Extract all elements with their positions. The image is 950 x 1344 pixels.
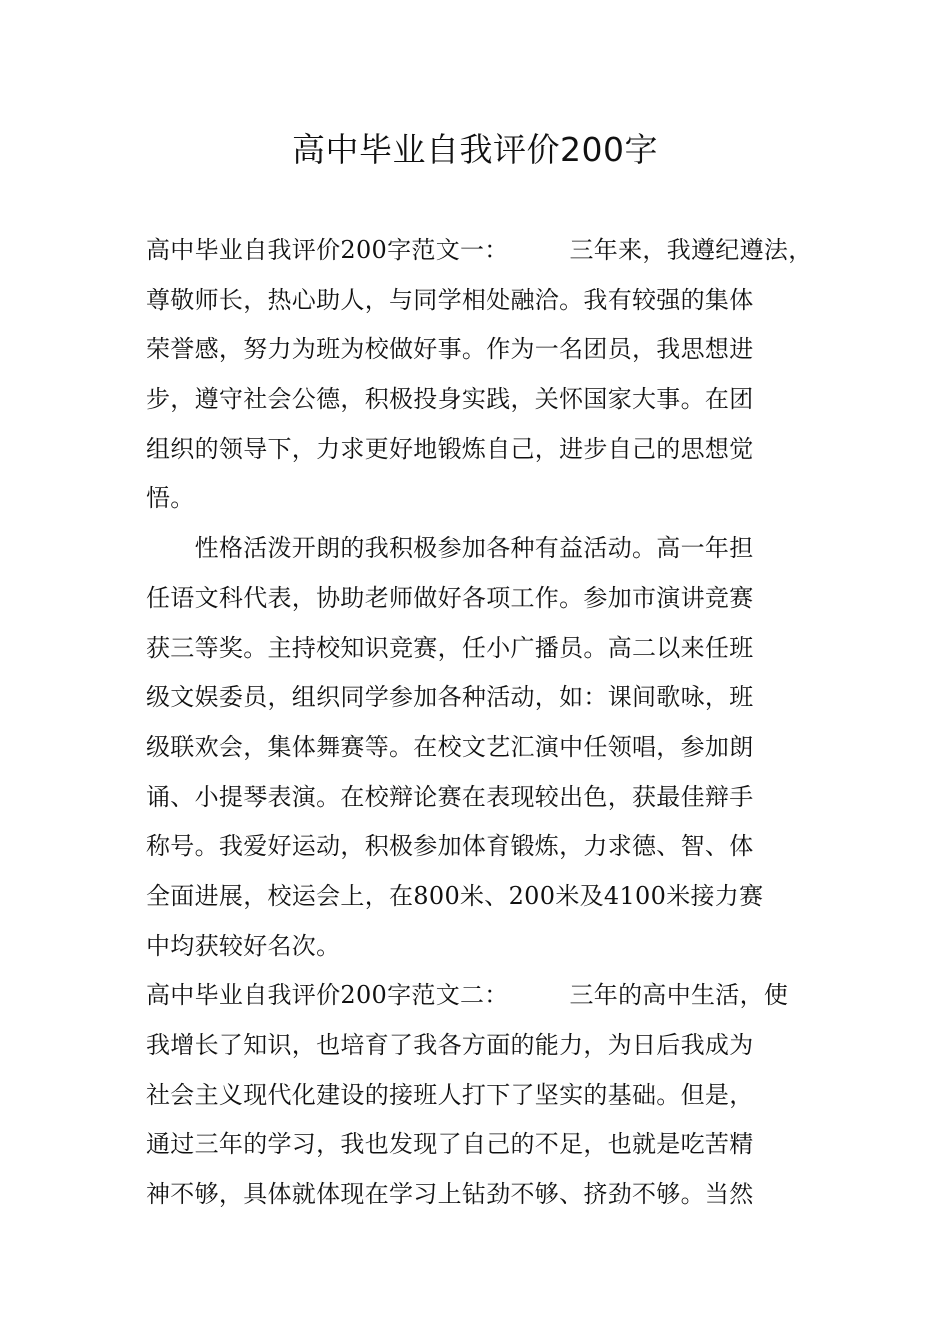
text-line: 级文娱委员，组织同学参加各种活动，如：课间歌咏，班 — [146, 683, 754, 712]
text-line: 神不够，具体就体现在学习上钻劲不够、挤劲不够。当然 — [146, 1180, 754, 1209]
text-line: 通过三年的学习，我也发现了自己的不足，也就是吃苦精 — [146, 1130, 754, 1159]
text-line: 诵、小提琴表演。在校辩论赛在表现较出色，获最佳辩手 — [146, 782, 754, 811]
text-line: 称号。我爱好运动，积极参加体育锻炼，力求德、智、体 — [146, 832, 754, 861]
text-line: 任语文科代表，协助老师做好各项工作。参加市演讲竞赛 — [146, 583, 754, 612]
text-line: 高中毕业自我评价200字范文一： 三年来，我遵纪遵法， — [146, 236, 813, 264]
text-line: 获三等奖。主持校知识竞赛，任小广播员。高二以来任班 — [146, 633, 754, 662]
text-line: 性格活泼开朗的我积极参加各种有益活动。高一年担 — [146, 534, 754, 563]
text-line: 组织的领导下，力求更好地锻炼自己，进步自己的思想觉 — [146, 434, 754, 463]
text-line: 社会主义现代化建设的接班人打下了坚实的基础。但是， — [146, 1080, 754, 1109]
text-line: 步，遵守社会公德，积极投身实践，关怀国家大事。在团 — [146, 385, 754, 414]
text-line: 尊敬师长，热心助人，与同学相处融洽。我有较强的集体 — [146, 285, 754, 314]
text-line: 全面进展，校运会上，在800米、200米及4100米接力赛 — [146, 881, 764, 910]
text-line: 高中毕业自我评价200字范文二： 三年的高中生活，使 — [146, 981, 789, 1010]
text-line: 我增长了知识，也培育了我各方面的能力，为日后我成为 — [146, 1031, 754, 1059]
text-line: 中均获较好名次。 — [146, 931, 341, 960]
document-title: 高中毕业自我评价200字 — [292, 130, 658, 169]
document-body — [146, 226, 836, 1220]
text-line: 级联欢会，集体舞赛等。在校文艺汇演中任领唱，参加朗 — [146, 732, 754, 761]
text-line: 悟。 — [146, 484, 195, 513]
text-line: 荣誉感，努力为班为校做好事。作为一名团员，我思想进 — [146, 335, 754, 364]
